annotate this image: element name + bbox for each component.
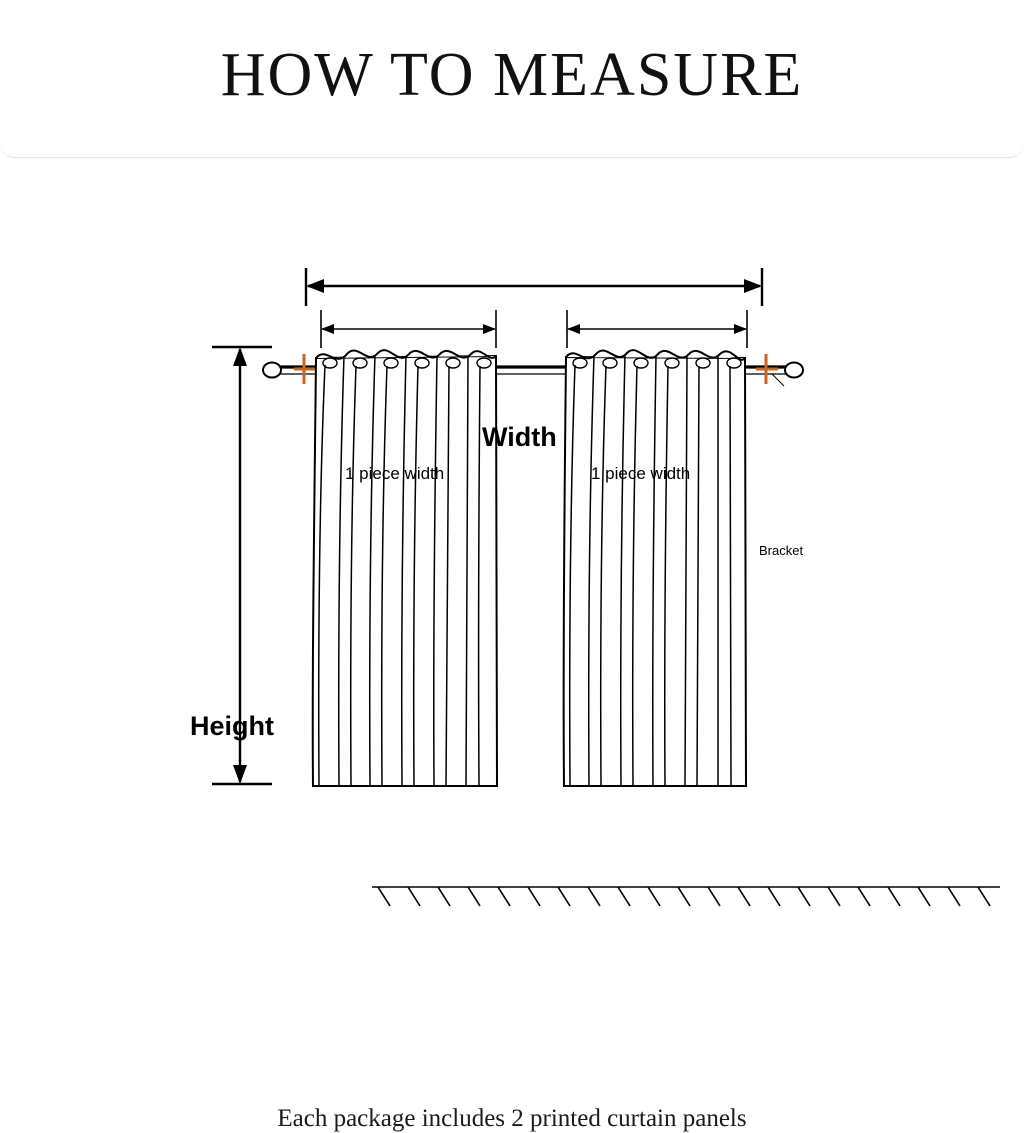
height-arrowhead-top <box>233 347 247 366</box>
bracket-right-icon <box>756 354 778 384</box>
width-arrowhead-left <box>306 279 324 293</box>
bracket-left-icon <box>294 354 316 384</box>
piece-left-arrowhead-left <box>321 324 334 334</box>
package-note: Each package includes 2 printed curtain panels <box>277 1105 747 1132</box>
piece-width-right-arrow <box>567 310 747 348</box>
header-banner <box>0 0 1024 158</box>
piece-width-right-label: 1 piece width <box>591 464 691 483</box>
page-title: HOW TO MEASURE <box>220 41 804 109</box>
piece-left-arrowhead-right <box>483 324 496 334</box>
floor-hatching-icon <box>372 887 1000 906</box>
curtain-panel-right-icon <box>564 350 747 786</box>
measurement-diagram <box>0 158 1024 1132</box>
piece-right-arrowhead-left <box>567 324 580 334</box>
piece-right-arrowhead-right <box>734 324 747 334</box>
piece-width-left-arrow <box>321 310 496 348</box>
width-dimension-arrow <box>306 268 762 306</box>
bracket-label: Bracket <box>759 543 804 558</box>
height-arrowhead-bottom <box>233 765 247 784</box>
height-label: Height <box>190 711 274 741</box>
width-arrowhead-right <box>744 279 762 293</box>
diagram-canvas <box>0 158 1024 1024</box>
piece-width-left-label: 1 piece width <box>345 464 445 483</box>
width-label: Width <box>482 422 557 452</box>
curtain-panel-left-icon <box>313 350 498 786</box>
